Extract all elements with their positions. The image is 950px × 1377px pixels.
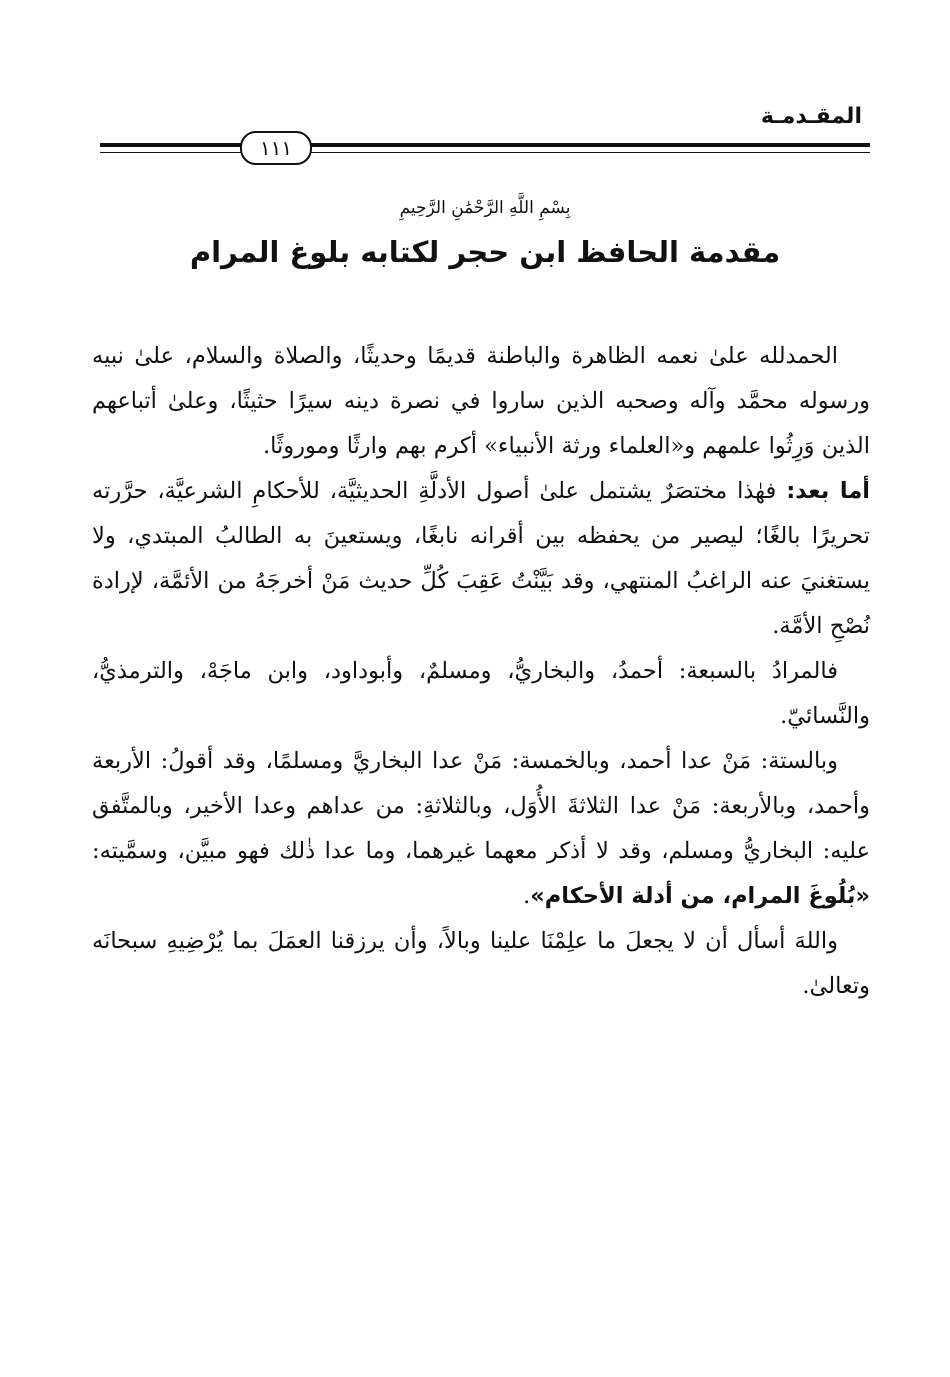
- page-number-badge: ١١١: [240, 131, 312, 165]
- paragraph-intro: [92, 469, 870, 649]
- paragraph-intro-text: فهٰذا مختصَرٌ يشتمل علىٰ أصول الأدلَّةِ الحديثيَّة، للأحكامِ الشرعيَّة، حرَّرته تحريرًا بالغًا؛ ليصير من يحفظه بين أقرانه نابغًا، ويستعينَ به الطالبُ المبتدي، ولا يستغنيَ عنه الراغبُ المنتهي، وقد بَيَّنْتُ عَقِبَ كُلِّ حديث مَنْ أخرجَهُ من الأئمَّة، لإرادة نُصْحِ الأمَّة.: [92, 478, 870, 639]
- paragraph-praise: الحمدلله علىٰ نعمه الظاهرة والباطنة قديمًا وحديثًا، والصلاة والسلام، علىٰ نبيه ورسوله محمَّد وآله وصحبه الذين ساروا في نصرة دينه سيرًا حثيثًا، وعلىٰ أتباعهم الذين وَرِثُوا علمهم و«العلماء ورثة الأنبياء» أكرم بهم وارثًا وموروثًا.: [92, 343, 870, 459]
- paragraph-terms: [92, 739, 870, 919]
- book-title: «بُلُوغَ المرام، من أدلة الأحكام»: [530, 883, 870, 909]
- paragraph-terms-end: .: [523, 883, 531, 909]
- header-rule-thin: [100, 152, 870, 153]
- chapter-title: مقدمة الحافظ ابن حجر لكتابه بلوغ المرام: [189, 235, 781, 269]
- paragraph-seven: فالمرادُ بالسبعة: أحمدُ، والبخاريُّ، ومسلمٌ، وأبوداود، وابن ماجَهْ، والترمذيُّ، والنَّسائيّ.: [92, 658, 870, 729]
- header-rule-thick: [100, 143, 870, 147]
- lead-phrase: أما بعد:: [786, 478, 870, 504]
- body-text: [92, 334, 870, 1009]
- paragraph-terms-text: وبالستة: مَنْ عدا أحمد، وبالخمسة: مَنْ عدا البخاريَّ ومسلمًا، وقد أقولُ: الأربعة وأحمد، وبالأربعة: مَنْ عدا الثلاثةَ الأُوَل، وبالثلاثةِ: من عداهم وعدا الأخير، وبالمتَّفق عليه: البخاريُّ ومسلم، وقد لا أذكر معهما غيرهما، وما عدا ذٰلك فهو مبيَّن، وسمَّيته:: [92, 748, 870, 864]
- running-header-title: المقـدمـة: [760, 104, 862, 129]
- paragraph-closing: واللهَ أسأل أن لا يجعلَ ما علِمْنَا علينا وبالاً، وأن يرزقنا العمَلَ بما يُرْضِيهِ سبحانَه وتعالىٰ.: [92, 928, 870, 999]
- basmala: بِسْمِ اللَّهِ الرَّحْمَٰنِ الرَّحِيمِ: [399, 198, 571, 218]
